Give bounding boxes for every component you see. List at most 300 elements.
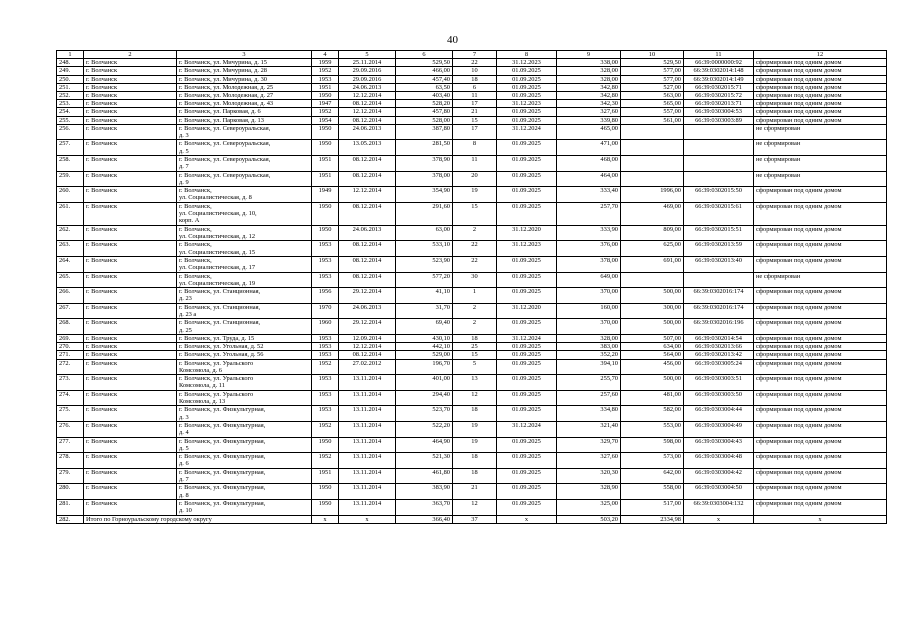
cell-cadastral-number: 66:39:0302015:51 bbox=[684, 225, 754, 241]
cell-area: 430,10 bbox=[396, 334, 453, 342]
cell-land-status: не сформирован bbox=[754, 156, 887, 172]
cell-area: 529,50 bbox=[396, 59, 453, 67]
cell-land-status: сформирован под одним домом bbox=[754, 116, 887, 124]
cell-cost-total: 561,00 bbox=[621, 116, 684, 124]
cell-date: 08.12.2014 bbox=[339, 116, 396, 124]
cell-row-number: 262. bbox=[57, 225, 84, 241]
cell-cadastral-number bbox=[684, 140, 754, 156]
cell-municipality: г. Волчанск bbox=[84, 75, 177, 83]
cell-municipality: г. Волчанск bbox=[84, 437, 177, 453]
cell-cost: 342,80 bbox=[557, 92, 621, 100]
table-row bbox=[57, 319, 887, 335]
cell-address: г. Волчанск, ул. Физкультурная, д. 6 bbox=[177, 453, 312, 469]
cell-municipality: г. Волчанск bbox=[84, 334, 177, 342]
table-row bbox=[57, 437, 887, 453]
cell-cadastral-number: 66:39:0302014:148 bbox=[684, 67, 754, 75]
cell-cost-total: 577,00 bbox=[621, 75, 684, 83]
cell-count: 18 bbox=[453, 468, 497, 484]
cell-count: 1 bbox=[453, 288, 497, 304]
cell-cost-total: 582,00 bbox=[621, 406, 684, 422]
cell-area: 523,90 bbox=[396, 256, 453, 272]
cell-land-status: сформирован под одним домом bbox=[754, 303, 887, 319]
table-row bbox=[57, 187, 887, 203]
table-row bbox=[57, 140, 887, 156]
cell-date: 08.12.2014 bbox=[339, 100, 396, 108]
table-row bbox=[57, 241, 887, 257]
cell-municipality: г. Волчанск bbox=[84, 187, 177, 203]
cell-municipality: г. Волчанск bbox=[84, 359, 177, 375]
cell-row-number: 253. bbox=[57, 100, 84, 108]
table-row bbox=[57, 375, 887, 391]
cell-year-built: 1950 bbox=[312, 499, 339, 515]
cell-cost-total: 563,00 bbox=[621, 92, 684, 100]
cell-land-status: сформирован под одним домом bbox=[754, 187, 887, 203]
cell-cadastral-number bbox=[684, 156, 754, 172]
cell-land-status: сформирован под одним домом bbox=[754, 334, 887, 342]
cell-municipality: г. Волчанск bbox=[84, 225, 177, 241]
cell-cost-total bbox=[621, 124, 684, 140]
cell-deadline: 01.09.2025 bbox=[497, 272, 557, 288]
cell-address: г. Волчанск, ул. Физкультурная, д. 8 bbox=[177, 484, 312, 500]
cell-row-number: 271. bbox=[57, 351, 84, 359]
cell-municipality: г. Волчанск bbox=[84, 108, 177, 116]
cell-date: 08.12.2014 bbox=[339, 171, 396, 187]
cell-address: г. Волчанск, ул. Угольная, д. 56 bbox=[177, 351, 312, 359]
cell-row-number: 248. bbox=[57, 59, 84, 67]
cell-date: 13.11.2014 bbox=[339, 484, 396, 500]
cell-deadline: 01.09.2025 bbox=[497, 453, 557, 469]
table-row bbox=[57, 272, 887, 288]
cell-area: 442,10 bbox=[396, 343, 453, 351]
cell-row-number: 255. bbox=[57, 116, 84, 124]
cell-cost-total: 553,00 bbox=[621, 421, 684, 437]
cell-area: 528,00 bbox=[396, 116, 453, 124]
total-cell: x bbox=[312, 515, 339, 523]
column-number: 11 bbox=[684, 51, 754, 59]
cell-row-number: 267. bbox=[57, 303, 84, 319]
cell-year-built: 1952 bbox=[312, 421, 339, 437]
cell-date: 13.11.2014 bbox=[339, 468, 396, 484]
cell-area: 529,00 bbox=[396, 351, 453, 359]
column-number: 6 bbox=[396, 51, 453, 59]
cell-count: 18 bbox=[453, 334, 497, 342]
cell-municipality: г. Волчанск bbox=[84, 100, 177, 108]
cell-cost: 328,90 bbox=[557, 484, 621, 500]
cell-date: 08.12.2014 bbox=[339, 202, 396, 225]
cell-cost: 394,10 bbox=[557, 359, 621, 375]
cell-deadline: 01.09.2025 bbox=[497, 468, 557, 484]
cell-municipality: г. Волчанск bbox=[84, 140, 177, 156]
cell-date: 12.12.2014 bbox=[339, 187, 396, 203]
cell-date: 12.09.2014 bbox=[339, 334, 396, 342]
cell-cost: 320,30 bbox=[557, 468, 621, 484]
cell-address: г. Волчанск, ул. Станционная, д. 23 bbox=[177, 288, 312, 304]
cell-cost: 328,00 bbox=[557, 334, 621, 342]
table-row bbox=[57, 202, 887, 225]
cell-count: 22 bbox=[453, 256, 497, 272]
column-number: 1 bbox=[57, 51, 84, 59]
cell-municipality: г. Волчанск bbox=[84, 241, 177, 257]
cell-land-status: сформирован под одним домом bbox=[754, 406, 887, 422]
cell-address: г. Волчанск, ул. Физкультурная, д. 7 bbox=[177, 468, 312, 484]
cell-address: г. Волчанск, ул. Уральского Комсомола, д. 6 bbox=[177, 359, 312, 375]
cell-year-built: 1950 bbox=[312, 437, 339, 453]
cell-count: 5 bbox=[453, 359, 497, 375]
cell-area: 196,70 bbox=[396, 359, 453, 375]
cell-cost: 334,80 bbox=[557, 406, 621, 422]
total-number: 282. bbox=[57, 515, 84, 523]
cell-count: 15 bbox=[453, 351, 497, 359]
cell-row-number: 254. bbox=[57, 108, 84, 116]
cell-address: г. Волчанск, ул. Североуральская, д. 5 bbox=[177, 140, 312, 156]
cell-municipality: г. Волчанск bbox=[84, 453, 177, 469]
cell-land-status: сформирован под одним домом bbox=[754, 75, 887, 83]
cell-cost-total bbox=[621, 156, 684, 172]
cell-cost: 370,00 bbox=[557, 288, 621, 304]
cell-deadline: 01.09.2025 bbox=[497, 187, 557, 203]
cell-row-number: 277. bbox=[57, 437, 84, 453]
cell-count: 17 bbox=[453, 124, 497, 140]
cell-year-built: 1952 bbox=[312, 359, 339, 375]
cell-cadastral-number: 66:39:0303003:51 bbox=[684, 375, 754, 391]
cell-date: 08.12.2014 bbox=[339, 256, 396, 272]
cell-cost-total: 573,00 bbox=[621, 453, 684, 469]
table-row bbox=[57, 484, 887, 500]
cell-count: 19 bbox=[453, 421, 497, 437]
cell-date: 08.12.2014 bbox=[339, 241, 396, 257]
cell-cost: 468,00 bbox=[557, 156, 621, 172]
cell-area: 457,40 bbox=[396, 75, 453, 83]
cell-year-built: 1953 bbox=[312, 272, 339, 288]
cell-area: 63,00 bbox=[396, 225, 453, 241]
cell-address: г. Волчанск, ул. Североуральская, д. 3 bbox=[177, 124, 312, 140]
cell-row-number: 269. bbox=[57, 334, 84, 342]
cell-row-number: 272. bbox=[57, 359, 84, 375]
cell-date: 25.11.2014 bbox=[339, 59, 396, 67]
cell-deadline: 01.09.2025 bbox=[497, 171, 557, 187]
column-number: 4 bbox=[312, 51, 339, 59]
cell-cost-total: 527,00 bbox=[621, 83, 684, 91]
cell-land-status: сформирован под одним домом bbox=[754, 319, 887, 335]
cell-row-number: 257. bbox=[57, 140, 84, 156]
cell-land-status: сформирован под одним домом bbox=[754, 92, 887, 100]
cell-cadastral-number: 66:39:0302014:149 bbox=[684, 75, 754, 83]
cell-count: 21 bbox=[453, 108, 497, 116]
cell-deadline: 31.12.2023 bbox=[497, 59, 557, 67]
cell-count: 2 bbox=[453, 319, 497, 335]
cell-year-built: 1952 bbox=[312, 453, 339, 469]
cell-date: 08.12.2014 bbox=[339, 272, 396, 288]
cell-year-built: 1952 bbox=[312, 67, 339, 75]
cell-year-built: 1950 bbox=[312, 124, 339, 140]
cell-date: 24.06.2013 bbox=[339, 83, 396, 91]
cell-area: 378,90 bbox=[396, 156, 453, 172]
cell-date: 27.02.2012 bbox=[339, 359, 396, 375]
cell-cost-total: 481,00 bbox=[621, 390, 684, 406]
cell-area: 387,80 bbox=[396, 124, 453, 140]
cell-deadline: 01.09.2025 bbox=[497, 202, 557, 225]
table-row bbox=[57, 67, 887, 75]
cell-area: 294,40 bbox=[396, 390, 453, 406]
cell-cadastral-number: 66:39:0303004:44 bbox=[684, 406, 754, 422]
cell-address: г. Волчанск, ул. Станционная, д. 25 bbox=[177, 319, 312, 335]
cell-cost-total bbox=[621, 140, 684, 156]
cell-deadline: 01.09.2025 bbox=[497, 75, 557, 83]
cell-municipality: г. Волчанск bbox=[84, 390, 177, 406]
cell-deadline: 01.09.2025 bbox=[497, 375, 557, 391]
cell-cadastral-number: 66:39:0303005:24 bbox=[684, 359, 754, 375]
cell-land-status: не сформирован bbox=[754, 171, 887, 187]
cell-cost-total: 634,00 bbox=[621, 343, 684, 351]
table-row bbox=[57, 256, 887, 272]
cell-cost-total: 500,00 bbox=[621, 288, 684, 304]
cell-municipality: г. Волчанск bbox=[84, 421, 177, 437]
table-row bbox=[57, 83, 887, 91]
total-cell: 366,40 bbox=[396, 515, 453, 523]
cell-deadline: 01.09.2025 bbox=[497, 256, 557, 272]
cell-deadline: 01.09.2025 bbox=[497, 390, 557, 406]
cell-cost: 339,80 bbox=[557, 116, 621, 124]
cell-deadline: 01.09.2025 bbox=[497, 437, 557, 453]
table-row bbox=[57, 156, 887, 172]
table-row bbox=[57, 406, 887, 422]
cell-cadastral-number: 66:39:0303004:53 bbox=[684, 108, 754, 116]
cell-land-status: сформирован под одним домом bbox=[754, 202, 887, 225]
cell-cadastral-number: 66:39:0303004:48 bbox=[684, 453, 754, 469]
cell-count: 15 bbox=[453, 116, 497, 124]
cell-cost-total: 507,00 bbox=[621, 334, 684, 342]
column-number: 7 bbox=[453, 51, 497, 59]
cell-year-built: 1953 bbox=[312, 343, 339, 351]
total-cell: x bbox=[497, 515, 557, 523]
cell-date: 12.12.2014 bbox=[339, 343, 396, 351]
cell-area: 281,50 bbox=[396, 140, 453, 156]
cell-cost-total: 1996,00 bbox=[621, 187, 684, 203]
cell-cost: 160,00 bbox=[557, 303, 621, 319]
cell-area: 383,90 bbox=[396, 484, 453, 500]
cell-area: 378,00 bbox=[396, 171, 453, 187]
cell-area: 521,30 bbox=[396, 453, 453, 469]
cell-address: г. Волчанск, ул. Уральского Комсомола, д. 11 bbox=[177, 375, 312, 391]
cell-count: 20 bbox=[453, 171, 497, 187]
cell-cost-total: 598,00 bbox=[621, 437, 684, 453]
cell-deadline: 01.09.2025 bbox=[497, 116, 557, 124]
cell-row-number: 263. bbox=[57, 241, 84, 257]
cell-year-built: 1950 bbox=[312, 225, 339, 241]
table-row bbox=[57, 100, 887, 108]
cell-deadline: 01.09.2025 bbox=[497, 108, 557, 116]
cell-area: 31,70 bbox=[396, 303, 453, 319]
cell-municipality: г. Волчанск bbox=[84, 406, 177, 422]
cell-area: 461,80 bbox=[396, 468, 453, 484]
column-number: 5 bbox=[339, 51, 396, 59]
cell-row-number: 281. bbox=[57, 499, 84, 515]
cell-count: 13 bbox=[453, 375, 497, 391]
cell-address: г. Волчанск, ул. Физкультурная, д. 3 bbox=[177, 406, 312, 422]
cell-date: 13.11.2014 bbox=[339, 390, 396, 406]
cell-cost: 383,00 bbox=[557, 343, 621, 351]
cell-land-status: сформирован под одним домом bbox=[754, 225, 887, 241]
cell-cost: 376,00 bbox=[557, 241, 621, 257]
cell-cadastral-number bbox=[684, 272, 754, 288]
table-row bbox=[57, 334, 887, 342]
cell-row-number: 273. bbox=[57, 375, 84, 391]
cell-cost: 338,00 bbox=[557, 59, 621, 67]
cell-cadastral-number: 66:39:0302015:50 bbox=[684, 187, 754, 203]
cell-row-number: 250. bbox=[57, 75, 84, 83]
cell-cost: 321,40 bbox=[557, 421, 621, 437]
cell-cost-total: 517,00 bbox=[621, 499, 684, 515]
cell-cost-total: 557,00 bbox=[621, 108, 684, 116]
cell-count: 8 bbox=[453, 140, 497, 156]
cell-date: 24.06.2013 bbox=[339, 124, 396, 140]
table-row bbox=[57, 59, 887, 67]
cell-count: 2 bbox=[453, 225, 497, 241]
cell-year-built: 1951 bbox=[312, 156, 339, 172]
cell-year-built: 1951 bbox=[312, 468, 339, 484]
cell-date: 29.09.2016 bbox=[339, 67, 396, 75]
cell-date: 13.11.2014 bbox=[339, 499, 396, 515]
cell-cost-total: 691,00 bbox=[621, 256, 684, 272]
cell-row-number: 259. bbox=[57, 171, 84, 187]
cell-cadastral-number: 66:39:0303004:50 bbox=[684, 484, 754, 500]
cell-cost: 325,00 bbox=[557, 499, 621, 515]
cell-row-number: 261. bbox=[57, 202, 84, 225]
cell-deadline: 31.12.2023 bbox=[497, 100, 557, 108]
cell-count: 30 bbox=[453, 272, 497, 288]
cell-area: 522,20 bbox=[396, 421, 453, 437]
cell-row-number: 264. bbox=[57, 256, 84, 272]
cell-year-built: 1953 bbox=[312, 241, 339, 257]
cell-address: г. Волчанск, ул. Молодежная, д. 27 bbox=[177, 92, 312, 100]
cell-municipality: г. Волчанск bbox=[84, 156, 177, 172]
cell-year-built: 1951 bbox=[312, 83, 339, 91]
cell-land-status: сформирован под одним домом bbox=[754, 256, 887, 272]
cell-land-status: сформирован под одним домом bbox=[754, 83, 887, 91]
cell-year-built: 1953 bbox=[312, 334, 339, 342]
cell-cost-total: 469,00 bbox=[621, 202, 684, 225]
table-row bbox=[57, 390, 887, 406]
column-number: 2 bbox=[84, 51, 177, 59]
cell-deadline: 31.12.2024 bbox=[497, 334, 557, 342]
cell-row-number: 278. bbox=[57, 453, 84, 469]
cell-cadastral-number: 66:39:0302016:174 bbox=[684, 288, 754, 304]
cell-address: г. Волчанск, ул. Парковая, д. 13 bbox=[177, 116, 312, 124]
cell-cadastral-number: 66:39:0302015:61 bbox=[684, 202, 754, 225]
cell-cadastral-number: 66:39:0303003:89 bbox=[684, 116, 754, 124]
cell-year-built: 1951 bbox=[312, 171, 339, 187]
cell-date: 13.11.2014 bbox=[339, 375, 396, 391]
cell-municipality: г. Волчанск bbox=[84, 484, 177, 500]
cell-land-status: сформирован под одним домом bbox=[754, 241, 887, 257]
table-row bbox=[57, 124, 887, 140]
page-number: 40 bbox=[447, 34, 458, 46]
cell-deadline: 31.12.2023 bbox=[497, 241, 557, 257]
cell-year-built: 1970 bbox=[312, 303, 339, 319]
cell-deadline: 01.09.2025 bbox=[497, 359, 557, 375]
cell-address: г. Волчанск, ул. Угольная, д. 52 bbox=[177, 343, 312, 351]
cell-cost: 378,00 bbox=[557, 256, 621, 272]
total-cell: 37 bbox=[453, 515, 497, 523]
cell-date: 29.09.2016 bbox=[339, 75, 396, 83]
cell-row-number: 256. bbox=[57, 124, 84, 140]
table-row bbox=[57, 225, 887, 241]
cell-cost: 257,70 bbox=[557, 202, 621, 225]
cell-deadline: 01.09.2025 bbox=[497, 484, 557, 500]
cell-count: 15 bbox=[453, 202, 497, 225]
cell-cadastral-number: 66:39:0302016:196 bbox=[684, 319, 754, 335]
cell-cost-total: 642,00 bbox=[621, 468, 684, 484]
cell-year-built: 1953 bbox=[312, 375, 339, 391]
cell-date: 12.12.2014 bbox=[339, 92, 396, 100]
cell-deadline: 01.09.2025 bbox=[497, 351, 557, 359]
cell-land-status: сформирован под одним домом bbox=[754, 375, 887, 391]
cell-row-number: 249. bbox=[57, 67, 84, 75]
column-number-row bbox=[57, 51, 887, 59]
cell-row-number: 260. bbox=[57, 187, 84, 203]
cell-year-built: 1953 bbox=[312, 75, 339, 83]
cell-year-built: 1956 bbox=[312, 288, 339, 304]
cell-land-status: не сформирован bbox=[754, 140, 887, 156]
cell-cadastral-number: 66:39:0302013:42 bbox=[684, 351, 754, 359]
cell-address: г. Волчанск, ул. Мичурина, д. 28 bbox=[177, 67, 312, 75]
total-cell: 2334,98 bbox=[621, 515, 684, 523]
cell-row-number: 274. bbox=[57, 390, 84, 406]
cell-municipality: г. Волчанск bbox=[84, 319, 177, 335]
cell-cost-total: 456,00 bbox=[621, 359, 684, 375]
cell-address: г. Волчанск, ул. Станционная, д. 23 а bbox=[177, 303, 312, 319]
cell-year-built: 1959 bbox=[312, 59, 339, 67]
cell-deadline: 01.09.2025 bbox=[497, 140, 557, 156]
cell-year-built: 1950 bbox=[312, 484, 339, 500]
cell-land-status: сформирован под одним домом bbox=[754, 67, 887, 75]
cell-land-status: сформирован под одним домом bbox=[754, 59, 887, 67]
cell-cost: 328,00 bbox=[557, 75, 621, 83]
table-row bbox=[57, 359, 887, 375]
cell-cost-total bbox=[621, 171, 684, 187]
cell-count: 19 bbox=[453, 187, 497, 203]
cell-address: г. Волчанск, ул. Молодежная, д. 43 bbox=[177, 100, 312, 108]
cell-date: 24.06.2013 bbox=[339, 225, 396, 241]
cell-date: 13.05.2013 bbox=[339, 140, 396, 156]
cell-municipality: г. Волчанск bbox=[84, 92, 177, 100]
cell-count: 11 bbox=[453, 92, 497, 100]
cell-municipality: г. Волчанск bbox=[84, 171, 177, 187]
cell-area: 69,40 bbox=[396, 319, 453, 335]
cell-date: 13.11.2014 bbox=[339, 437, 396, 453]
table-row bbox=[57, 108, 887, 116]
total-cell: x bbox=[684, 515, 754, 523]
cell-land-status: сформирован под одним домом bbox=[754, 468, 887, 484]
cell-cost-total: 500,00 bbox=[621, 375, 684, 391]
cell-cadastral-number: 66:39:0303004:43 bbox=[684, 437, 754, 453]
cell-year-built: 1953 bbox=[312, 256, 339, 272]
cell-municipality: г. Волчанск bbox=[84, 288, 177, 304]
cell-area: 354,90 bbox=[396, 187, 453, 203]
cell-address: г. Волчанск, ул. Парковая, д. 6 bbox=[177, 108, 312, 116]
cell-row-number: 258. bbox=[57, 156, 84, 172]
cell-cadastral-number: 66:39:0302014:54 bbox=[684, 334, 754, 342]
cell-row-number: 270. bbox=[57, 343, 84, 351]
cell-land-status: сформирован под одним домом bbox=[754, 499, 887, 515]
cell-address: г. Волчанск, ул. Молодежная, д. 25 bbox=[177, 83, 312, 91]
cell-cost-total: 558,00 bbox=[621, 484, 684, 500]
cell-land-status: не сформирован bbox=[754, 272, 887, 288]
cell-row-number: 275. bbox=[57, 406, 84, 422]
cell-land-status: сформирован под одним домом bbox=[754, 359, 887, 375]
cell-cadastral-number: 66:39:0302015:71 bbox=[684, 83, 754, 91]
cell-count: 18 bbox=[453, 453, 497, 469]
